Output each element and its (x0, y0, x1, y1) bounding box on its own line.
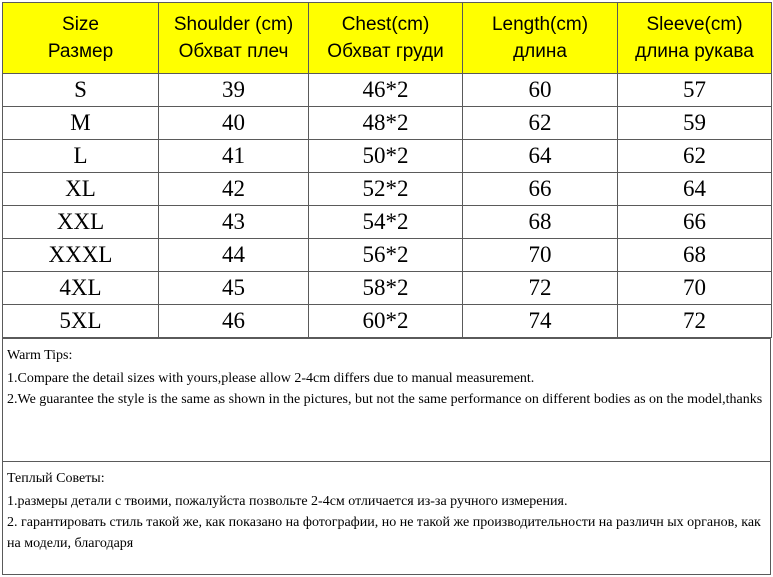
header-shoulder-en: Shoulder (cm) (173, 14, 294, 35)
cell-chest: 58*2 (309, 272, 463, 305)
cell-length: 68 (463, 206, 618, 239)
cell-length: 66 (463, 173, 618, 206)
cell-chest: 50*2 (309, 140, 463, 173)
warm-tips-line-1-ru: 1.размеры детали с твоими, пожалуйста позвольте 2-4см отличается из-за ручного измерения. (7, 494, 568, 509)
table-row (3, 305, 772, 338)
cell-size: XXXL (3, 239, 159, 272)
warm-tips-russian (2, 461, 771, 575)
cell-sleeve: 64 (618, 173, 772, 206)
cell-sleeve: 66 (618, 206, 772, 239)
header-length-ru: длина (513, 41, 567, 62)
cell-sleeve: 62 (618, 140, 772, 173)
cell-length: 62 (463, 107, 618, 140)
warm-tips-line-2-ru: 2. гарантировать стиль такой же, как показано на фотографии, но не такой же производительности на различн ых органов, как на модели, благодаря (7, 515, 761, 551)
header-sleeve-en: Sleeve(cm) (646, 14, 743, 35)
header-length (463, 3, 618, 74)
cell-shoulder: 45 (159, 272, 309, 305)
header-row (3, 3, 772, 74)
cell-size: M (3, 107, 159, 140)
warm-tips-english (2, 338, 771, 462)
size-chart-table (2, 2, 772, 338)
cell-chest: 52*2 (309, 173, 463, 206)
cell-shoulder: 43 (159, 206, 309, 239)
table-row (3, 272, 772, 305)
table-row (3, 206, 772, 239)
warm-tips-title: Warm Tips: (7, 348, 73, 363)
header-shoulder-ru: Обхват плеч (178, 41, 289, 62)
cell-size: 4XL (3, 272, 159, 305)
header-chest (309, 3, 463, 74)
header-sleeve-ru: длина рукава (635, 41, 754, 62)
header-length-en: Length(cm) (491, 14, 589, 35)
cell-chest: 46*2 (309, 74, 463, 107)
table-row (3, 173, 772, 206)
header-chest-ru: Обхват груди (327, 41, 444, 62)
table-row (3, 239, 772, 272)
cell-shoulder: 39 (159, 74, 309, 107)
cell-chest: 56*2 (309, 239, 463, 272)
cell-sleeve: 68 (618, 239, 772, 272)
header-shoulder (159, 3, 309, 74)
cell-sleeve: 70 (618, 272, 772, 305)
cell-chest: 48*2 (309, 107, 463, 140)
header-size (3, 3, 159, 74)
cell-sleeve: 72 (618, 305, 772, 338)
cell-size: L (3, 140, 159, 173)
cell-size: S (3, 74, 159, 107)
cell-length: 64 (463, 140, 618, 173)
cell-length: 70 (463, 239, 618, 272)
cell-chest: 54*2 (309, 206, 463, 239)
cell-length: 72 (463, 272, 618, 305)
cell-length: 74 (463, 305, 618, 338)
table-row (3, 74, 772, 107)
warm-tips-line-1: 1.Compare the detail sizes with yours,please allow 2-4cm differs due to manual measurement. (7, 371, 535, 386)
cell-shoulder: 42 (159, 173, 309, 206)
cell-sleeve: 59 (618, 107, 772, 140)
table-row (3, 140, 772, 173)
warm-tips-line-2: 2.We guarantee the style is the same as shown in the pictures, but not the same performance on different bodies as on the model,thanks (7, 392, 763, 407)
cell-shoulder: 46 (159, 305, 309, 338)
cell-shoulder: 44 (159, 239, 309, 272)
cell-shoulder: 41 (159, 140, 309, 173)
cell-size: 5XL (3, 305, 159, 338)
header-size-en: Size (62, 14, 99, 35)
cell-chest: 60*2 (309, 305, 463, 338)
cell-length: 60 (463, 74, 618, 107)
cell-sleeve: 57 (618, 74, 772, 107)
cell-size: XL (3, 173, 159, 206)
header-sleeve (618, 3, 772, 74)
warm-tips-title-ru: Теплый Советы: (7, 471, 105, 486)
header-chest-en: Chest(cm) (341, 14, 430, 35)
header-size-ru: Размер (47, 41, 114, 62)
cell-size: XXL (3, 206, 159, 239)
cell-shoulder: 40 (159, 107, 309, 140)
table-row (3, 107, 772, 140)
